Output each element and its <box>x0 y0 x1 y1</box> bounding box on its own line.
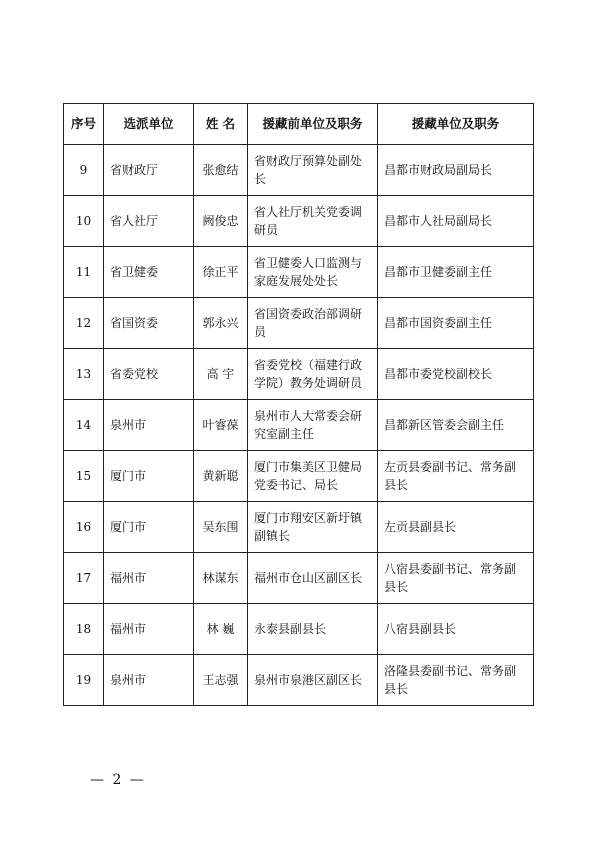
header-prev-position: 援藏前单位及职务 <box>248 104 378 145</box>
cell-name: 吴东围 <box>194 502 248 553</box>
table-row <box>64 298 534 349</box>
table-row <box>64 145 534 196</box>
cell-new-position: 昌都市卫健委副主任 <box>378 247 534 298</box>
cell-no: 11 <box>64 247 104 298</box>
table-row <box>64 451 534 502</box>
cell-unit: 省委党校 <box>104 349 194 400</box>
cell-unit: 省财政厅 <box>104 145 194 196</box>
cell-unit: 厦门市 <box>104 451 194 502</box>
cell-unit: 福州市 <box>104 553 194 604</box>
cell-prev-position: 省国资委政治部调研员 <box>248 298 378 349</box>
cell-name: 叶睿葆 <box>194 400 248 451</box>
cell-new-position: 左贡县委副书记、常务副县长 <box>378 451 534 502</box>
cell-prev-position: 省委党校（福建行政学院）教务处调研员 <box>248 349 378 400</box>
cell-no: 13 <box>64 349 104 400</box>
cell-new-position: 洛隆县委副书记、常务副县长 <box>378 655 534 706</box>
cell-name: 林谋东 <box>194 553 248 604</box>
cell-no: 9 <box>64 145 104 196</box>
table-row <box>64 604 534 655</box>
cell-unit: 省卫健委 <box>104 247 194 298</box>
cell-prev-position: 省卫健委人口监测与家庭发展处处长 <box>248 247 378 298</box>
header-no: 序号 <box>64 104 104 145</box>
table-row <box>64 247 534 298</box>
cell-name: 张愈结 <box>194 145 248 196</box>
cell-new-position: 昌都市委党校副校长 <box>378 349 534 400</box>
cell-unit: 省国资委 <box>104 298 194 349</box>
cell-no: 14 <box>64 400 104 451</box>
cell-prev-position: 永泰县副县长 <box>248 604 378 655</box>
cell-new-position: 昌都市国资委副主任 <box>378 298 534 349</box>
header-name: 姓 名 <box>194 104 248 145</box>
cell-no: 19 <box>64 655 104 706</box>
cell-name: 王志强 <box>194 655 248 706</box>
cell-new-position: 昌都市人社局副局长 <box>378 196 534 247</box>
table-header-row <box>64 104 534 145</box>
cell-unit: 福州市 <box>104 604 194 655</box>
cell-unit: 泉州市 <box>104 655 194 706</box>
cell-prev-position: 福州市仓山区副区长 <box>248 553 378 604</box>
cell-prev-position: 泉州市人大常委会研究室副主任 <box>248 400 378 451</box>
cell-name: 黄新聪 <box>194 451 248 502</box>
table-row <box>64 349 534 400</box>
cell-no: 18 <box>64 604 104 655</box>
cell-prev-position: 厦门市翔安区新圩镇副镇长 <box>248 502 378 553</box>
cell-prev-position: 省人社厅机关党委调研员 <box>248 196 378 247</box>
cell-unit: 省人社厅 <box>104 196 194 247</box>
header-unit: 选派单位 <box>104 104 194 145</box>
table-row <box>64 553 534 604</box>
cell-name: 林 巍 <box>194 604 248 655</box>
cell-new-position: 左贡县副县长 <box>378 502 534 553</box>
table-row <box>64 655 534 706</box>
table-row <box>64 196 534 247</box>
cell-new-position: 八宿县委副书记、常务副县长 <box>378 553 534 604</box>
cell-new-position: 八宿县副县长 <box>378 604 534 655</box>
cell-unit: 厦门市 <box>104 502 194 553</box>
appointment-table <box>63 103 534 706</box>
header-new-position: 援藏单位及职务 <box>378 104 534 145</box>
table-row <box>64 400 534 451</box>
page-number: — 2 — <box>90 772 146 788</box>
cell-unit: 泉州市 <box>104 400 194 451</box>
cell-name: 高 宇 <box>194 349 248 400</box>
cell-no: 15 <box>64 451 104 502</box>
cell-no: 16 <box>64 502 104 553</box>
cell-name: 郭永兴 <box>194 298 248 349</box>
cell-no: 10 <box>64 196 104 247</box>
cell-name: 徐正平 <box>194 247 248 298</box>
cell-no: 12 <box>64 298 104 349</box>
cell-new-position: 昌都市财政局副局长 <box>378 145 534 196</box>
table-row <box>64 502 534 553</box>
cell-prev-position: 泉州市泉港区副区长 <box>248 655 378 706</box>
cell-prev-position: 省财政厅预算处副处长 <box>248 145 378 196</box>
cell-no: 17 <box>64 553 104 604</box>
cell-new-position: 昌都新区管委会副主任 <box>378 400 534 451</box>
cell-name: 阙俊忠 <box>194 196 248 247</box>
cell-prev-position: 厦门市集美区卫健局党委书记、局长 <box>248 451 378 502</box>
